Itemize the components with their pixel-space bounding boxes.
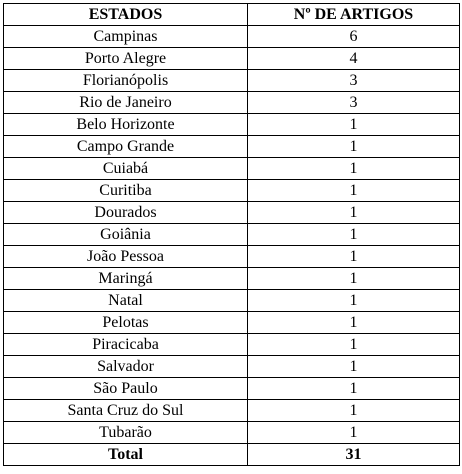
cell-article-count: 1 xyxy=(248,180,460,202)
table-row xyxy=(4,378,460,400)
table-row xyxy=(4,224,460,246)
cell-article-count: 6 xyxy=(248,26,460,48)
cell-article-count: 1 xyxy=(248,224,460,246)
table-row xyxy=(4,356,460,378)
table-row xyxy=(4,136,460,158)
cell-city: Tubarão xyxy=(4,422,248,444)
cell-article-count: 1 xyxy=(248,246,460,268)
table-row xyxy=(4,92,460,114)
cell-article-count: 1 xyxy=(248,378,460,400)
table-body xyxy=(4,26,460,444)
cell-article-count: 3 xyxy=(248,70,460,92)
table-row xyxy=(4,290,460,312)
total-value: 31 xyxy=(248,444,460,466)
table-row xyxy=(4,422,460,444)
cell-city: Piracicaba xyxy=(4,334,248,356)
cell-city: João Pessoa xyxy=(4,246,248,268)
cell-city: Dourados xyxy=(4,202,248,224)
cell-city: Rio de Janeiro xyxy=(4,92,248,114)
cell-city: Cuiabá xyxy=(4,158,248,180)
cell-city: Porto Alegre xyxy=(4,48,248,70)
total-label: Total xyxy=(4,444,248,466)
table-total-row xyxy=(4,444,460,466)
cell-article-count: 1 xyxy=(248,268,460,290)
cell-city: São Paulo xyxy=(4,378,248,400)
cell-city: Santa Cruz do Sul xyxy=(4,400,248,422)
cell-article-count: 3 xyxy=(248,92,460,114)
table-row xyxy=(4,246,460,268)
cell-city: Florianópolis xyxy=(4,70,248,92)
cell-city: Belo Horizonte xyxy=(4,114,248,136)
table-row xyxy=(4,202,460,224)
cell-article-count: 1 xyxy=(248,334,460,356)
cell-city: Salvador xyxy=(4,356,248,378)
table-row xyxy=(4,26,460,48)
header-estados: ESTADOS xyxy=(4,4,248,26)
cell-article-count: 4 xyxy=(248,48,460,70)
cell-article-count: 1 xyxy=(248,136,460,158)
cell-article-count: 1 xyxy=(248,202,460,224)
cell-city: Campo Grande xyxy=(4,136,248,158)
table-row xyxy=(4,114,460,136)
cell-article-count: 1 xyxy=(248,356,460,378)
table-row xyxy=(4,334,460,356)
cell-city: Curitiba xyxy=(4,180,248,202)
cell-article-count: 1 xyxy=(248,312,460,334)
table-header-row xyxy=(4,4,460,26)
table-row xyxy=(4,70,460,92)
cell-article-count: 1 xyxy=(248,290,460,312)
cell-article-count: 1 xyxy=(248,422,460,444)
cell-article-count: 1 xyxy=(248,158,460,180)
cell-city: Maringá xyxy=(4,268,248,290)
cell-city: Campinas xyxy=(4,26,248,48)
articles-by-city-table xyxy=(3,3,460,466)
cell-city: Natal xyxy=(4,290,248,312)
table-row xyxy=(4,400,460,422)
table-row xyxy=(4,312,460,334)
cell-city: Goiânia xyxy=(4,224,248,246)
table-row xyxy=(4,268,460,290)
table-row xyxy=(4,180,460,202)
table-row xyxy=(4,158,460,180)
cell-article-count: 1 xyxy=(248,114,460,136)
cell-article-count: 1 xyxy=(248,400,460,422)
table-row xyxy=(4,48,460,70)
cell-city: Pelotas xyxy=(4,312,248,334)
header-numero-artigos: Nº DE ARTIGOS xyxy=(248,4,460,26)
